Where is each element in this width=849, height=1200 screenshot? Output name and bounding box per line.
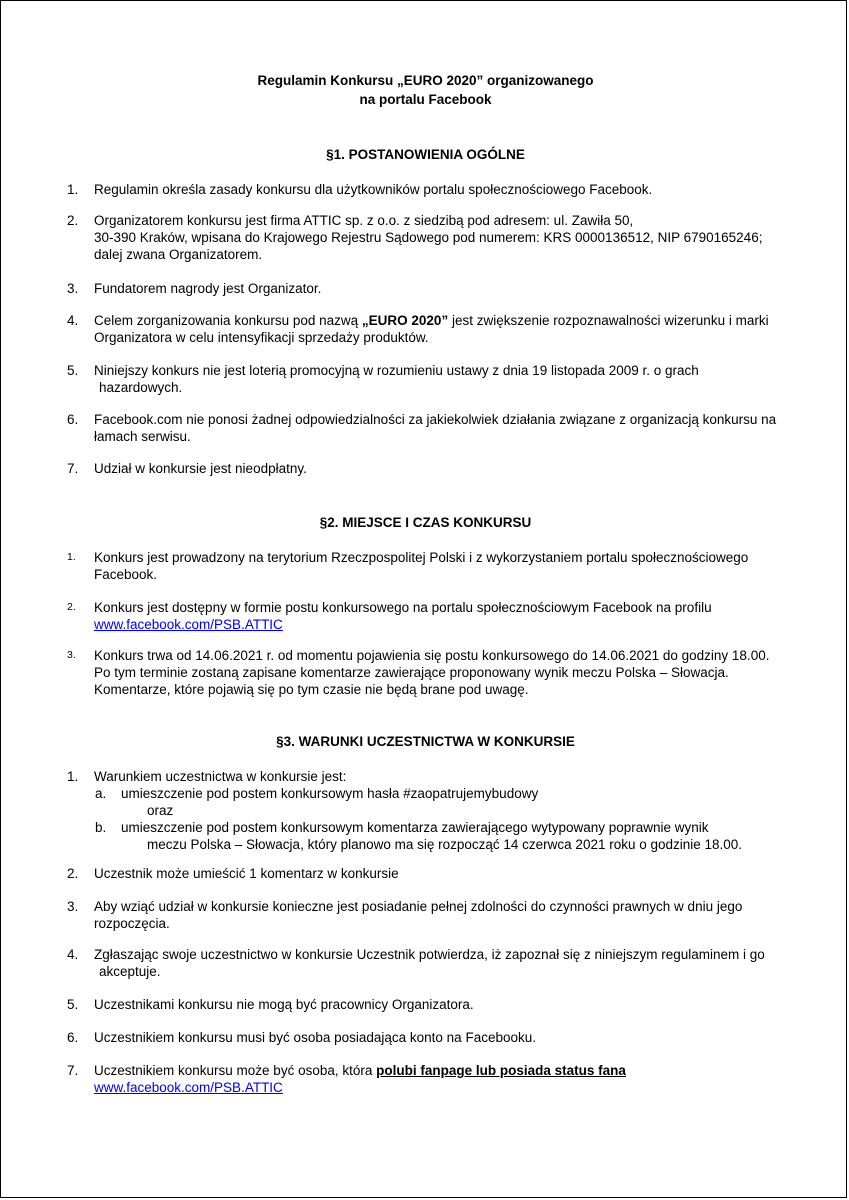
- s3-item-7: [67, 1062, 787, 1096]
- item-text-line: Facebook.: [94, 567, 158, 582]
- item-number: 3.: [67, 649, 76, 661]
- item-text-line: Konkurs jest prowadzony na terytorium Rzeczpospolitej Polski i z wykorzystaniem portalu społecznościowego: [94, 550, 749, 565]
- s1-item-7: [67, 460, 787, 477]
- item-text-line: Komentarze, które pojawią się po tym czasie nie będą brane pod uwagę.: [94, 682, 529, 697]
- s3-item-6: [67, 1029, 787, 1046]
- item-text: Regulamin określa zasady konkursu dla użytkowników portalu społecznościowego Facebook.: [94, 182, 653, 197]
- s3-item-1: [67, 768, 787, 853]
- item-number: 4.: [67, 947, 79, 962]
- item-number: 2.: [67, 601, 76, 613]
- facebook-profile-link[interactable]: www.facebook.com/PSB.ATTIC: [94, 617, 283, 632]
- item-number: 5.: [67, 363, 79, 378]
- sub-item-label: a.: [95, 786, 107, 801]
- item-number: 3.: [67, 281, 79, 296]
- s1-item-4: [67, 312, 787, 346]
- s1-item-1: [67, 181, 787, 198]
- title-line-2: na portalu Facebook: [359, 92, 492, 107]
- item-text-line: 30-390 Kraków, wpisana do Krajowego Rejestru Sądowego pod numerem: KRS 0000136512, NIP 6790165246;: [94, 230, 763, 245]
- section-2-heading: §2. MIEJSCE I CZAS KONKURSU: [319, 515, 532, 530]
- contest-name: „EURO 2020”: [361, 313, 449, 328]
- title-line-1: Regulamin Konkursu „EURO 2020” organizowanego: [257, 73, 594, 88]
- item-number: 4.: [67, 313, 79, 328]
- item-number: 6.: [67, 412, 79, 427]
- s3-item-2: [67, 865, 787, 882]
- item-number: 2.: [67, 213, 79, 228]
- item-text-line: rozpoczęcia.: [94, 916, 170, 931]
- item-text-line: hazardowych.: [99, 380, 183, 395]
- item-number: 5.: [67, 997, 79, 1012]
- item-text-line: dalej zwana Organizatorem.: [94, 247, 263, 262]
- item-text: jest zwiększenie rozpoznawalności wizerunku i marki: [448, 313, 769, 328]
- item-text-line: łamach serwisu.: [94, 429, 191, 444]
- item-text-line: Niniejszy konkurs nie jest loterią promocyjną w rozumieniu ustawy z dnia 19 listopada 2009 r. o grach: [94, 363, 699, 378]
- facebook-profile-link[interactable]: www.facebook.com/PSB.ATTIC: [94, 1080, 283, 1095]
- item-number: 1.: [67, 551, 76, 563]
- s3-item-3: [67, 898, 787, 932]
- item-text-line: Warunkiem uczestnictwa w konkursie jest:: [94, 769, 347, 784]
- item-text: Fundatorem nagrody jest Organizator.: [94, 281, 322, 296]
- item-number: 7.: [67, 461, 79, 476]
- sub-item-label: b.: [95, 820, 107, 835]
- s3-item-5: [67, 996, 787, 1013]
- s1-item-6: [67, 411, 787, 445]
- sub-item-text: meczu Polska – Słowacja, który planowo ma się rozpocząć 14 czerwca 2021 roku o godzinie 18.00.: [147, 837, 743, 852]
- item-text: Uczestnik może umieścić 1 komentarz w konkursie: [94, 866, 399, 881]
- item-number: 1.: [67, 769, 79, 784]
- sub-item-a: [67, 785, 787, 819]
- s2-item-2: [67, 599, 787, 633]
- s3-item-4: [67, 946, 787, 980]
- section-1-heading: §1. POSTANOWIENIA OGÓLNE: [326, 147, 525, 162]
- item-number: 7.: [67, 1063, 79, 1078]
- item-text-line: akceptuje.: [99, 964, 161, 979]
- item-text-line: Konkurs trwa od 14.06.2021 r. od momentu pojawienia się postu konkursowego do 14.06.2021 do godziny 18.00.: [94, 648, 770, 663]
- s2-item-3: [67, 647, 787, 698]
- s1-item-2: [67, 212, 787, 263]
- item-number: 3.: [67, 899, 79, 914]
- item-text: Celem zorganizowania konkursu pod nazwą: [94, 313, 362, 328]
- item-text-line: Facebook.com nie ponosi żadnej odpowiedzialności za jakiekolwiek działania związane z organizacją konkursu na: [94, 412, 777, 427]
- section-3-heading: §3. WARUNKI UCZESTNICTWA W KONKURSIE: [276, 734, 575, 749]
- item-number: 2.: [67, 866, 79, 881]
- item-text-line: Konkurs jest dostępny w formie postu konkursowego na portalu społecznościowym Facebook na profilu: [94, 600, 712, 615]
- item-text-line: Zgłaszając swoje uczestnictwo w konkursie Uczestnik potwierdza, iż zapoznał się z niniejszym regulaminem i go: [94, 947, 765, 962]
- document-title: [1, 71, 849, 109]
- conjunction-text: oraz: [147, 803, 174, 818]
- sub-item-b: [67, 819, 787, 853]
- sub-item-text: umieszczenie pod postem konkursowym hasła #zaopatrujemybudowy: [121, 786, 539, 801]
- item-text: Uczestnikami konkursu nie mogą być pracownicy Organizatora.: [94, 997, 474, 1012]
- s1-item-5: [67, 362, 787, 396]
- item-number: 6.: [67, 1030, 79, 1045]
- item-text: Udział w konkursie jest nieodpłatny.: [94, 461, 307, 476]
- fan-requirement-text: polubi fanpage lub posiada status fana: [376, 1063, 626, 1078]
- item-text-line: Organizatora w celu intensyfikacji sprzedaży produktów.: [94, 330, 429, 345]
- s1-item-3: [67, 280, 787, 297]
- item-text-line: Po tym terminie zostaną zapisane komentarze zawierające proponowany wynik meczu Polska – Słowacja.: [94, 665, 729, 680]
- item-text: Uczestnikiem konkursu może być osoba, która: [94, 1063, 377, 1078]
- item-text: Uczestnikiem konkursu musi być osoba posiadająca konto na Facebooku.: [94, 1030, 536, 1045]
- item-text-line: Aby wziąć udział w konkursie konieczne jest posiadanie pełnej zdolności do czynności prawnych w dniu jego: [94, 899, 743, 914]
- item-text-line: Organizatorem konkursu jest firma ATTIC sp. z o.o. z siedzibą pod adresem: ul. Zawiła 50,: [94, 213, 634, 228]
- s2-item-1: [67, 549, 787, 583]
- sub-item-text: umieszczenie pod postem konkursowym komentarza zawierającego wytypowany poprawnie wynik: [121, 820, 709, 835]
- item-number: 1.: [67, 182, 79, 197]
